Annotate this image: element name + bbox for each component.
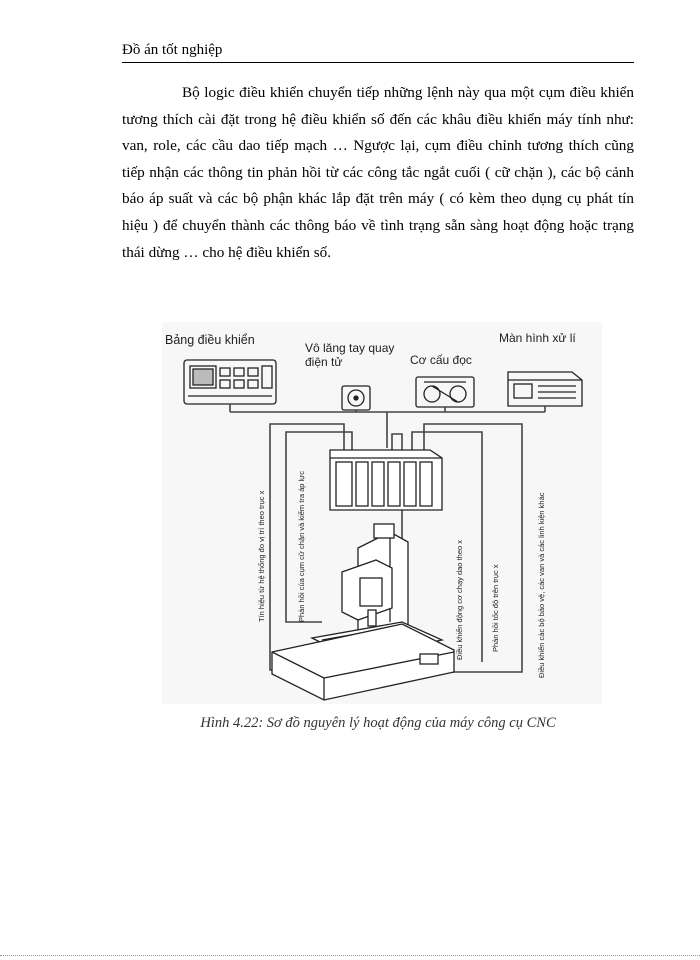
page-header: Đồ án tốt nghiệp (122, 42, 634, 63)
display-icon (508, 372, 582, 406)
cnc-diagram-svg (162, 322, 602, 704)
vlabel-speed-feedback: Phản hồi tốc độ trên trục x (491, 564, 500, 652)
label-handwheel-1: Vô lăng tay quay (305, 341, 395, 355)
label-display: Màn hình xử lí (499, 331, 576, 345)
handwheel-icon (342, 386, 370, 410)
label-control-panel: Bảng điều khiển (165, 333, 255, 347)
cnc-diagram (162, 322, 602, 704)
controller-cabinet-icon (330, 450, 442, 510)
vlabel-position-signal: Tín hiệu từ hệ thống đo vị trí theo trục x (257, 490, 266, 622)
body-paragraph: Bộ logic điều khiển chuyển tiếp những lệnh này qua một cụm điều khiển tương thích cài đặt trong hệ điều khiển số đến các khâu điều khiển máy tính như: van, role, các cầu dao tiếp mạch … Ngược lại, cụm điều chỉnh tương thích cũng tiếp nhận các thông tin phản hồi từ các công tắc ngắt cuối ( cữ chặn ), các bộ cảnh báo áp suất và các bộ phận khác lắp đặt trên máy ( có kèm theo dụng cụ phát tín hiệu ) để chuyển thành các thông báo về tình trạng sẵn sàng hoạt động hoặc trạng thái dừng … cho hệ điều khiển số. (122, 84, 634, 261)
label-reader: Cơ cấu đọc (410, 353, 472, 367)
vlabel-feed-motor: Điều khiển động cơ chạy dao theo x (455, 540, 464, 660)
label-handwheel-2: điện tử (305, 355, 343, 369)
vlabel-stop-feedback: Phản hồi của cụm cữ chặn và kiểm tra áp lực (297, 471, 306, 622)
figure-caption: Hình 4.22: Sơ đồ nguyên lý hoạt động của máy công cụ CNC (200, 715, 556, 731)
vlabel-protection-control: Điều khiển các bộ bảo vệ, các van và các linh kiện khác (537, 492, 546, 678)
page-bottom-divider (0, 955, 700, 956)
tape-reader-icon (416, 377, 474, 407)
control-panel-icon (184, 360, 276, 404)
